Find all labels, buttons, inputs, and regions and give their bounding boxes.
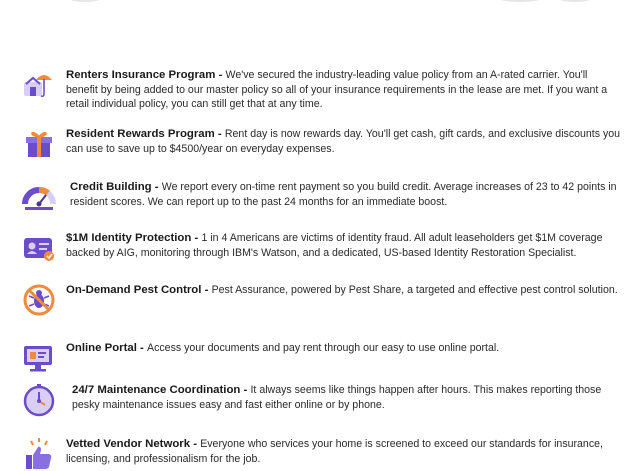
benefit-description: We report every on-time rent payment so you build credit. Average increases of 23 to 42 points in resident scores. We can report up to the past 24 months for an immediate boost.: [70, 181, 617, 208]
benefit-text: Renters Insurance Program - We've secured the industry-leading value policy from an A-rated carrier. You'll benefit by being added to our master policy so all of your insurance requirements in the lease are met. If you want a retail individual policy, you can still get that at any time.: [66, 69, 608, 110]
clock-icon: [22, 383, 56, 417]
benefit-title: Renters Insurance Program: [66, 69, 216, 81]
benefit-text: On-Demand Pest Control - Pest Assurance, powered by Pest Share, a targeted and effective pest control solution.: [66, 284, 618, 296]
benefit-text: Online Portal - Access your documents and pay rent through our easy to use online portal.: [66, 342, 500, 354]
benefit-title: Credit Building: [70, 181, 152, 193]
benefit-text: Credit Building - We report every on-time rent payment so you build credit. Average increases of 23 to 42 points in resident scores. We can report up to the past 24 months for an immediate boost.: [70, 181, 617, 208]
benefit-description: We've secured the industry-leading value policy from an A-rated carrier. You'll benefit by being added to our master policy so all of your insurance requirements in the lease are met. If you want a retail individual policy, you can still get that at any time.: [66, 69, 608, 110]
top-edge-decoration: [0, 0, 640, 6]
benefit-title: On-Demand Pest Control: [66, 284, 202, 296]
gift-icon: [22, 127, 56, 161]
benefit-title: Vetted Vendor Network: [66, 438, 191, 450]
benefit-description: It always seems like things happen after hours. This makes reporting those pesky maintenance issues easy and fast either online or by phone.: [72, 384, 602, 411]
benefit-text: Resident Rewards Program - Rent day is now rewards day. You'll get cash, gift cards, and exclusive discounts you can use to save up to $4500/year on everyday expenses.: [66, 128, 621, 155]
benefit-text: $1M Identity Protection - 1 in 4 Americans are victims of identity fraud. All adult leaseholders get $1M coverage backed by AIG, monitoring through IBM's Watson, and a dedicated, US-based Identity Restoration Specialist.: [66, 232, 603, 259]
id-card-icon: [22, 231, 56, 265]
benefit-description: Pest Assurance, powered by Pest Share, a targeted and effective pest control solution.: [211, 284, 618, 296]
benefit-description: 1 in 4 Americans are victims of identity fraud. All adult leaseholders get $1M coverage backed by AIG, monitoring through IBM's Watson, and a dedicated, US-based Identity Restoration Specialist.: [66, 232, 603, 259]
benefit-description: Rent day is now rewards day. You'll get cash, gift cards, and exclusive discounts you can use to save up to $4500/year on everyday expenses.: [66, 128, 621, 155]
no-pest-icon: [22, 283, 56, 317]
benefit-title: Online Portal: [66, 342, 137, 354]
thumbs-up-icon: [22, 437, 56, 471]
umbrella-house-icon: [22, 68, 56, 102]
benefit-text: Vetted Vendor Network - Everyone who services your home is screened to exceed our standards for insurance, licensing, and professionalism for the job.: [66, 438, 603, 465]
benefit-title: $1M Identity Protection: [66, 232, 192, 244]
benefit-text: 24/7 Maintenance Coordination - It always seems like things happen after hours. This makes reporting those pesky maintenance issues easy and fast either online or by phone.: [72, 384, 602, 411]
credit-gauge-icon: [22, 180, 56, 214]
benefit-title: Resident Rewards Program: [66, 128, 215, 140]
benefit-description: Everyone who services your home is screened to exceed our standards for insurance, licensing, and professionalism for the job.: [66, 438, 603, 465]
benefit-description: Access your documents and pay rent through our easy to use online portal.: [147, 342, 500, 354]
monitor-icon: [22, 341, 56, 375]
benefit-title: 24/7 Maintenance Coordination: [72, 384, 241, 396]
